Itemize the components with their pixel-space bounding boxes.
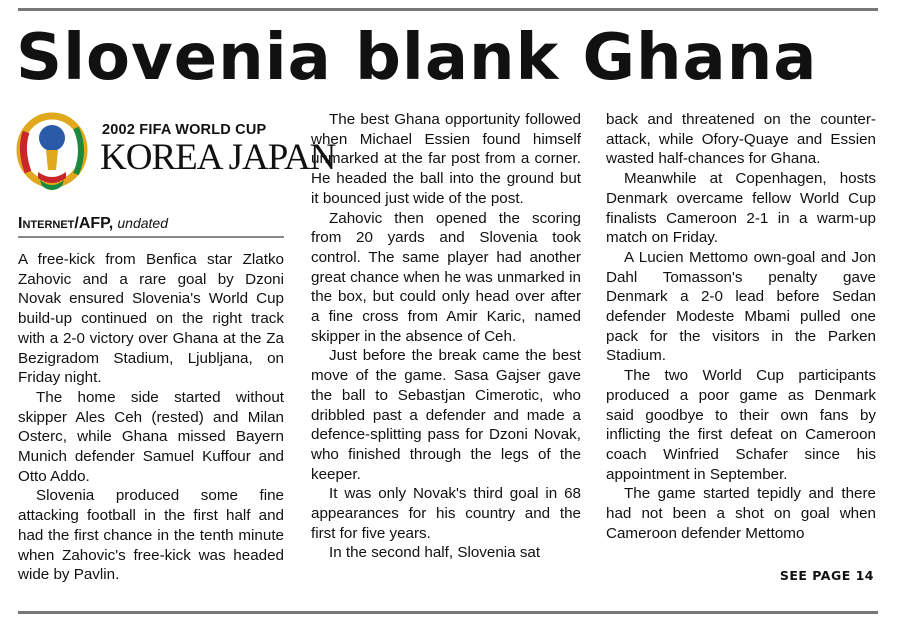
paragraph: The best Ghana opportunity followed when Michael Essien found himself unmarked at the far post from a corner. He headed the ball into the ground but it bounced just wide of the post.	[311, 111, 581, 207]
logo-subtitle: KOREA JAPAN	[100, 137, 336, 178]
byline	[18, 213, 284, 234]
paragraph: In the second half, Slovenia sat	[329, 544, 541, 562]
world-cup-logo	[16, 110, 336, 196]
byline-source: Internet/AFP,	[18, 215, 114, 232]
article-column-3	[606, 110, 876, 543]
article-column-2	[311, 110, 581, 563]
world-cup-trophy-emblem-icon	[16, 110, 96, 196]
continuation-link: SEE PAGE 14	[779, 568, 874, 583]
article-column-1	[18, 250, 284, 585]
paragraph: The two World Cup participants produced a poor game as Denmark said goodbye to their own fans by inflicting the first defeat on Cameroon coach Winfried Schafer since his appointment in September.	[606, 367, 876, 483]
paragraph: back and threatened on the counter-attack, while Ofory-Quaye and Essien wasted half-chances for Ghana.	[606, 111, 876, 168]
byline-rule	[18, 236, 284, 238]
headline: Slovenia blank Ghana	[16, 21, 818, 95]
paragraph: A Lucien Mettomo own-goal and Jon Dahl Tomasson's penalty gave Denmark a 2-0 lead before Sedan defender Modeste Mbami pulled one pack for the visitors in the Parken Stadium.	[606, 248, 876, 365]
paragraph: The game started tepidly and there had not been a shot on goal when Cameroon defender Mettomo	[606, 485, 876, 542]
paragraph: Slovenia produced some fine attacking football in the first half and had the first chance in the tenth minute when Zahovic's free-kick was headed wide by Pavlin.	[18, 487, 284, 584]
paragraph: Just before the break came the best move of the game. Sasa Gajser gave the ball to Sebastjan Cimerotic, who dribbled past a defender and made a defence-splitting pass for Dzoni Novak, who finished through the legs of the keeper.	[311, 347, 581, 483]
paragraph: The home side started without skipper Ales Ceh (rested) and Milan Osterc, while Ghana missed Bayern Munich defender Samuel Kuffour and Otto Addo.	[18, 388, 284, 485]
paragraph: It was only Novak's third goal in 68 appearances for his country and the first for five years.	[311, 485, 581, 542]
bottom-rule	[18, 611, 878, 614]
paragraph: Zahovic then opened the scoring from 20 yards and Slovenia took control. The same player had another great chance when he was unmarked in the box, but could only head over after a fine cross from Amir Karic, named skipper in the absence of Ceh.	[311, 209, 581, 345]
logo-title: 2002 FIFA WORLD CUP	[102, 122, 267, 138]
paragraph: A free-kick from Benfica star Zlatko Zahovic and a rare goal by Dzoni Novak ensured Slovenia's World Cup build-up continued on the right track with a 2-0 victory over Ghana at the Za Bezigradom Stadium, Ljubljana, on Friday night.	[18, 251, 284, 387]
paragraph: Meanwhile at Copenhagen, hosts Denmark overcame fellow World Cup finalists Cameroon 2-1 in a warm-up match on Friday.	[606, 170, 876, 247]
byline-date: undated	[117, 215, 168, 231]
